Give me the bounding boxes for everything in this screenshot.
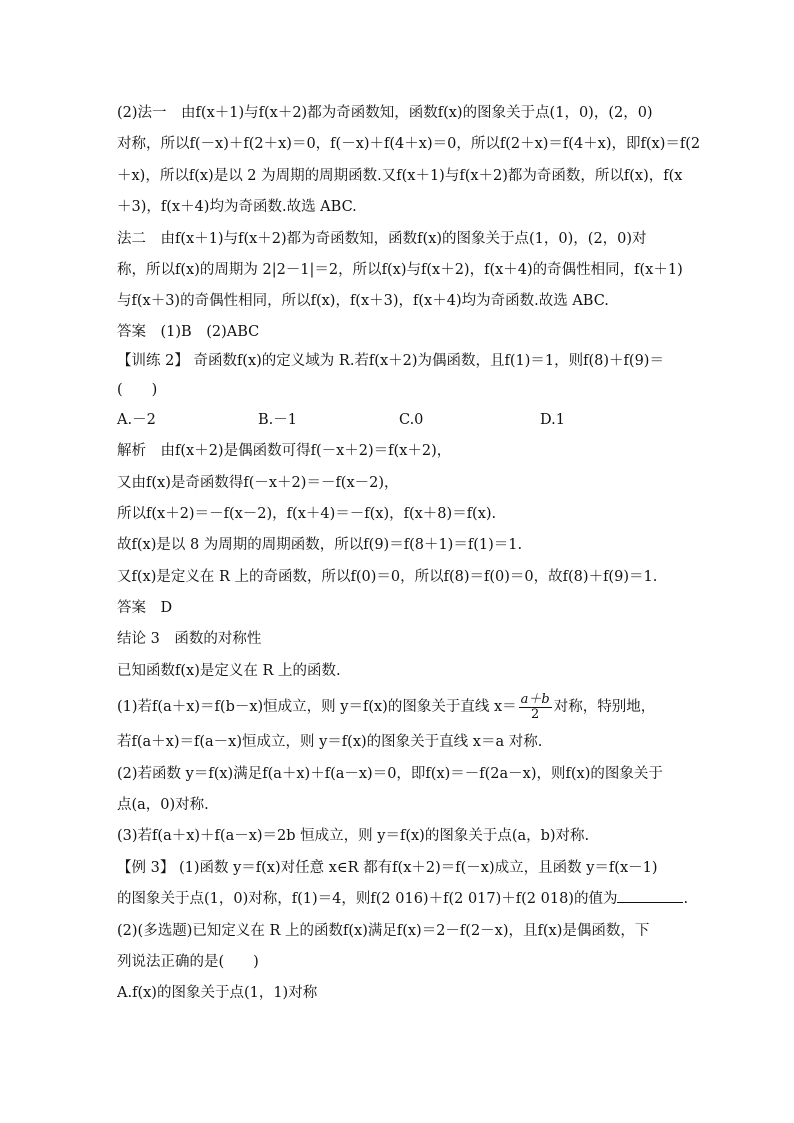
exercise-2-options <box>117 405 682 436</box>
example-3-line-1: 【例 3】 (1)函数 y＝f(x)对任意 x∈R 都有f(x＋2)＝f(－x)成立，且函数 y＝f(x－1) <box>117 859 658 876</box>
solution-line-3: 所以f(x＋2)＝－f(x－2)，f(x＋4)＝－f(x)，f(x＋8)＝f(x). <box>117 505 497 522</box>
answer-exercise-2: 答案 D <box>117 600 173 617</box>
example-3-line-4: 列说法正确的是( ) <box>117 953 259 970</box>
option-a: A.－2 <box>117 411 156 428</box>
method-one-line-2: 对称，所以f(－x)＋f(2＋x)＝0，f(－x)＋f(4＋x)＝0，所以f(2＋x)＝f(4＋x)，即f(x)＝f(2 <box>117 136 701 153</box>
example-3-line-3: (2)(多选题)已知定义在 R 上的函数f(x)满足f(x)＝2－f(2－x)，且f(x)是偶函数，下 <box>117 922 650 939</box>
solution-line-2: 又由f(x)是奇函数得f(－x＋2)＝－f(x－2)， <box>117 474 399 491</box>
method-two-line-2: 称，所以f(x)的周期为 2|2－1|＝2，所以f(x)与f(x＋2)，f(x＋4)的奇偶性相同，f(x＋1) <box>117 261 683 278</box>
exercise-2-paren: ( ) <box>117 381 158 398</box>
option-c: C.0 <box>399 411 424 428</box>
fraction-denominator: 2 <box>531 706 540 722</box>
solution-line-1: 解析 由f(x＋2)是偶函数可得f(－x＋2)＝f(x＋2)， <box>117 443 452 460</box>
symmetry-rule-1-before: (1)若f(a＋x)＝f(b－x)恒成立，则 y＝f(x)的图象关于直线 x＝ <box>117 699 517 716</box>
option-d: D.1 <box>540 411 565 428</box>
method-one-line-4: ＋3)，f(x＋4)均为奇函数.故选 ABC. <box>117 199 357 216</box>
symmetry-rule-1-after: 对称，特别地， <box>553 699 656 716</box>
solution-line-4: 故f(x)是以 8 为周期的周期函数，所以f(9)＝f(8＋1)＝f(1)＝1. <box>117 537 523 554</box>
example-3-line-2-end: . <box>683 891 689 908</box>
example-3-line-2-text: 的图象关于点(1，0)对称，f(1)＝4，则f(2 016)＋f(2 017)＋f(2 018)的值为 <box>117 891 618 908</box>
answer-blank <box>617 888 683 903</box>
example-3-option-a: A.f(x)的图象关于点(1，1)对称 <box>117 985 318 1002</box>
fraction-numerator: a＋b <box>520 692 550 708</box>
method-two-line-1: 法二 由f(x＋1)与f(x＋2)都为奇函数知，函数f(x)的图象关于点(1，0)，(2，0)对 <box>117 230 647 247</box>
exercise-2-stem: 【训练 2】 奇函数f(x)的定义域为 R.若f(x＋2)为偶函数，且f(1)＝1，则f(8)＋f(9)＝ <box>117 352 664 369</box>
answer-example: 答案 (1)B (2)ABC <box>117 323 260 340</box>
method-one-line-3: ＋x)，所以f(x)是以 2 为周期的周期函数.又f(x＋1)与f(x＋2)都为奇函数，所以f(x)，f(x <box>117 167 683 184</box>
document-content <box>117 98 701 1010</box>
method-two-line-3: 与f(x＋3)的奇偶性相同，所以f(x)，f(x＋3)，f(x＋4)均为奇函数.故选 ABC. <box>117 293 609 310</box>
symmetry-rule-1 <box>117 687 682 727</box>
solution-line-5: 又f(x)是定义在 R 上的奇函数，所以f(0)＝0，所以f(8)＝f(0)＝0，故f(8)＋f(9)＝1. <box>117 568 658 585</box>
fraction <box>519 693 552 721</box>
example-3-line-2 <box>117 884 689 915</box>
symmetry-rule-2-line-1: (2)若函数 y＝f(x)满足f(a＋x)＋f(a－x)＝0，即f(x)＝－f(2a－x)，则f(x)的图象关于 <box>117 765 663 782</box>
symmetry-rule-2-line-2: 点(a，0)对称. <box>117 797 209 814</box>
symmetry-rule-1-special: 若f(a＋x)＝f(a－x)恒成立，则 y＝f(x)的图象关于直线 x＝a 对称. <box>117 734 543 751</box>
method-one-line-1: (2)法一 由f(x＋1)与f(x＋2)都为奇函数知，函数f(x)的图象关于点(1，0)，(2，0) <box>117 105 653 121</box>
symmetry-rule-3: (3)若f(a＋x)＋f(a－x)＝2b 恒成立，则 y＝f(x)的图象关于点(a，b)对称. <box>117 828 590 845</box>
conclusion-3-intro: 已知函数f(x)是定义在 R 上的函数. <box>117 662 341 679</box>
conclusion-3-heading: 结论 3 函数的对称性 <box>117 631 262 648</box>
option-b: B.－1 <box>258 411 297 428</box>
